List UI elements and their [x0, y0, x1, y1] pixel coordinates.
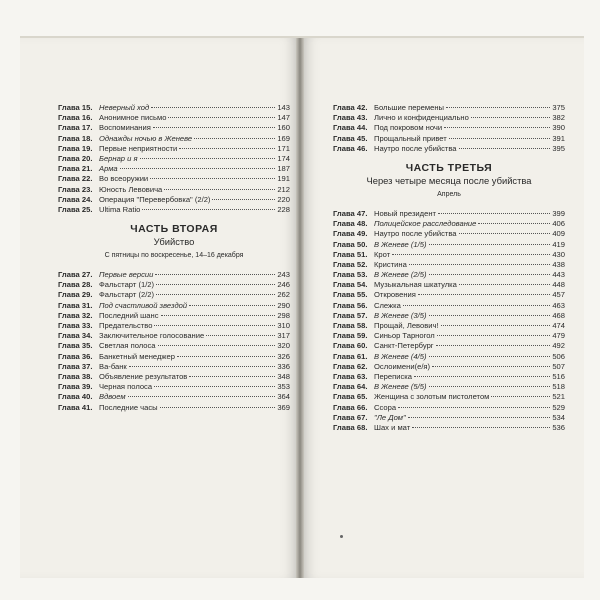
toc-entry — [58, 372, 290, 382]
dot-leader — [151, 107, 275, 108]
chapter-title: Ссора — [374, 402, 397, 412]
page-number: 317 — [277, 331, 290, 341]
dot-leader — [418, 294, 550, 295]
dot-leader — [429, 274, 551, 275]
dot-leader — [478, 223, 550, 224]
chapter-number: Глава 19. — [58, 143, 93, 153]
page-number: 507 — [552, 361, 565, 371]
dot-leader — [189, 305, 275, 306]
chapter-number: Глава 44. — [333, 123, 368, 133]
toc-list-left-b — [58, 270, 290, 413]
page-number: 369 — [277, 402, 290, 412]
chapter-title: Последние часы — [99, 402, 158, 412]
dot-leader — [156, 294, 275, 295]
dot-leader — [154, 386, 275, 387]
page-number: 246 — [277, 280, 290, 290]
page-number: 506 — [552, 351, 565, 361]
dot-leader — [158, 345, 276, 346]
chapter-number: Глава 66. — [333, 402, 368, 412]
chapter-title: Первые версии — [99, 270, 154, 280]
page-number: 518 — [552, 382, 565, 392]
dot-leader — [471, 117, 550, 118]
dot-leader — [446, 107, 550, 108]
dot-leader — [459, 148, 551, 149]
chapter-number: Глава 25. — [58, 204, 93, 214]
page-number: 375 — [552, 103, 565, 112]
chapter-number: Глава 35. — [58, 341, 93, 351]
page-number: 228 — [277, 204, 290, 214]
chapter-title: Неверный ход — [99, 103, 150, 112]
dot-leader — [150, 178, 275, 179]
toc-entry — [333, 403, 565, 413]
toc-entry — [58, 123, 290, 133]
toc-entry — [333, 134, 565, 144]
chapter-title: Прощальный привет — [374, 133, 447, 143]
chapter-number: Глава 59. — [333, 331, 368, 341]
chapter-number: Глава 32. — [58, 310, 93, 320]
chapter-number: Глава 61. — [333, 351, 368, 361]
chapter-title: Кристина — [374, 259, 407, 269]
chapter-number: Глава 46. — [333, 143, 368, 153]
toc-entry — [333, 103, 565, 113]
dot-leader — [168, 117, 275, 118]
chapter-title: Фальстарт (1/2) — [99, 280, 155, 290]
chapter-title: Крот — [374, 249, 391, 259]
page-number: 438 — [552, 259, 565, 269]
toc-entry — [58, 321, 290, 331]
chapter-title: Синьор Тарногол — [374, 331, 435, 341]
dot-leader — [432, 366, 550, 367]
toc-entry — [58, 341, 290, 351]
chapter-number: Глава 21. — [58, 164, 93, 174]
toc-entry — [333, 113, 565, 123]
chapter-title: Вдвоем — [99, 392, 126, 402]
dot-leader — [189, 376, 275, 377]
print-mark — [340, 535, 343, 538]
toc-entry — [333, 290, 565, 300]
chapter-number: Глава 68. — [333, 422, 368, 432]
dot-leader — [409, 264, 551, 265]
chapter-number: Глава 62. — [333, 361, 368, 371]
toc-entry — [58, 311, 290, 321]
page-number: 262 — [277, 290, 290, 300]
chapter-number: Глава 58. — [333, 321, 368, 330]
chapter-title: Черная полоса — [99, 382, 153, 392]
toc-entry — [333, 311, 565, 321]
page-number: 521 — [552, 392, 565, 402]
toc-entry — [58, 290, 290, 300]
chapter-title: В Женеве (1/5) — [374, 239, 427, 249]
page-number: 406 — [552, 219, 565, 229]
chapter-title: Под покровом ночи — [374, 123, 443, 133]
chapter-title: Первые неприятности — [99, 143, 178, 153]
chapter-title: Арма — [99, 164, 118, 174]
chapter-number: Глава 65. — [333, 392, 368, 402]
chapter-title: В Женеве (3/5) — [374, 310, 427, 320]
page-number: 529 — [552, 402, 565, 412]
chapter-number: Глава 40. — [58, 392, 93, 402]
dot-leader — [459, 284, 550, 285]
chapter-title: Наутро после убийства — [374, 143, 457, 153]
toc-entry — [333, 301, 565, 311]
dot-leader — [212, 199, 275, 200]
chapter-title: Новый президент — [374, 208, 436, 218]
page-number: 516 — [552, 371, 565, 381]
dot-leader — [129, 366, 276, 367]
toc-entry — [333, 240, 565, 250]
toc-entry — [58, 352, 290, 362]
toc-entry — [58, 154, 290, 164]
dot-leader — [160, 407, 276, 408]
toc-entry — [333, 280, 565, 290]
chapter-title: Лично и конфиденциально — [374, 113, 469, 123]
dot-leader — [140, 158, 276, 159]
dot-leader — [177, 356, 275, 357]
toc-entry — [333, 123, 565, 133]
page-number: 479 — [552, 331, 565, 341]
dot-leader — [156, 284, 275, 285]
page-number: 430 — [552, 249, 565, 259]
toc-entry — [58, 164, 290, 174]
page-number: 474 — [552, 321, 565, 330]
chapter-number: Глава 56. — [333, 300, 368, 310]
chapter-title: Операция "Перевербовка" (2/2) — [99, 194, 211, 204]
toc-entry — [58, 392, 290, 402]
dot-leader — [436, 345, 551, 346]
page-number: 143 — [277, 103, 290, 112]
dot-leader — [206, 335, 275, 336]
chapter-number: Глава 29. — [58, 290, 93, 300]
dot-leader — [429, 244, 551, 245]
chapter-title: Предательство — [99, 321, 153, 330]
chapter-title: Анонимное письмо — [99, 113, 167, 123]
chapter-title: Шах и мат — [374, 422, 411, 432]
toc-entry — [333, 372, 565, 382]
page-number: 243 — [277, 270, 290, 280]
chapter-number: Глава 38. — [58, 371, 93, 381]
chapter-number: Глава 47. — [333, 208, 368, 218]
chapter-title: Переписка — [374, 371, 412, 381]
chapter-number: Глава 67. — [333, 412, 368, 422]
toc-entry — [58, 113, 290, 123]
dot-leader — [429, 356, 551, 357]
chapter-number: Глава 37. — [58, 361, 93, 371]
toc-entry — [333, 209, 565, 219]
dot-leader — [412, 427, 550, 428]
chapter-title: Женщина с золотым пистолетом — [374, 392, 490, 402]
toc-entry — [333, 413, 565, 423]
dot-leader — [164, 189, 275, 190]
toc-entry — [58, 403, 290, 413]
dot-leader — [429, 315, 551, 316]
chapter-title: Воспоминания — [99, 123, 151, 133]
dot-leader — [155, 274, 275, 275]
chapter-number: Глава 43. — [333, 113, 368, 123]
dot-leader — [414, 376, 550, 377]
page-number: 174 — [277, 153, 290, 163]
page-number: 160 — [277, 123, 290, 133]
dot-leader — [398, 407, 550, 408]
dot-leader — [392, 254, 550, 255]
part-three-header — [333, 162, 565, 200]
left-toc-column — [58, 103, 290, 413]
part-heading: ЧАСТЬ ВТОРАЯ — [130, 223, 218, 236]
page-number: 409 — [552, 229, 565, 239]
toc-entry — [58, 134, 290, 144]
chapter-title: Банкетный менеджер — [99, 351, 175, 361]
page-number: 336 — [277, 361, 290, 371]
dot-leader — [408, 417, 551, 418]
dot-leader — [153, 127, 275, 128]
chapter-title: Полицейское расследование — [374, 219, 477, 229]
page-number: 290 — [277, 300, 290, 310]
page-number: 187 — [277, 164, 290, 174]
toc-entry — [58, 331, 290, 341]
page-number: 419 — [552, 239, 565, 249]
dot-leader — [128, 396, 276, 397]
page-number: 463 — [552, 300, 565, 310]
chapter-title: Ослоимени(е/я) — [374, 361, 431, 371]
chapter-title: "Ле Дом" — [374, 412, 406, 422]
toc-entry — [333, 352, 565, 362]
page-number: 536 — [552, 422, 565, 432]
toc-entry — [58, 174, 290, 184]
dot-leader — [429, 386, 551, 387]
toc-entry — [333, 229, 565, 239]
page-number: 169 — [277, 133, 290, 143]
toc-entry — [333, 219, 565, 229]
dot-leader — [154, 325, 275, 326]
part-two-header — [58, 223, 290, 261]
chapter-title: Юность Левовича — [99, 184, 163, 194]
chapter-number: Глава 15. — [58, 103, 93, 112]
chapter-number: Глава 18. — [58, 133, 93, 143]
right-toc-column — [333, 103, 565, 433]
dot-leader — [161, 315, 276, 316]
chapter-number: Глава 54. — [333, 280, 368, 290]
page-number: 310 — [277, 321, 290, 330]
toc-entry — [58, 301, 290, 311]
chapter-title: Последний шанс — [99, 310, 159, 320]
chapter-number: Глава 51. — [333, 249, 368, 259]
part-dates: Апрель — [437, 190, 461, 198]
page-number: 353 — [277, 382, 290, 392]
toc-list-left-a — [58, 103, 290, 215]
dot-leader — [444, 127, 550, 128]
part-title: Через четыре месяца после убийства — [366, 174, 532, 186]
dot-leader — [179, 148, 275, 149]
page-number: 395 — [552, 143, 565, 153]
page-number: 443 — [552, 270, 565, 280]
chapter-number: Глава 45. — [333, 133, 368, 143]
page-number: 147 — [277, 113, 290, 123]
chapter-number: Глава 49. — [333, 229, 368, 239]
chapter-title: Заключительное голосование — [99, 331, 205, 341]
chapter-title: Слежка — [374, 300, 401, 310]
chapter-title: Объявление результатов — [99, 371, 188, 381]
page-number: 391 — [552, 133, 565, 143]
chapter-number: Глава 36. — [58, 351, 93, 361]
chapter-title: Прощай, Левович! — [374, 321, 439, 330]
toc-entry — [333, 144, 565, 154]
chapter-title: Музыкальная шкатулка — [374, 280, 457, 290]
page-number: 326 — [277, 351, 290, 361]
page-number: 457 — [552, 290, 565, 300]
book-spine — [296, 38, 304, 578]
chapter-title: Ва-банк — [99, 361, 127, 371]
chapter-title: Фальстарт (2/2) — [99, 290, 155, 300]
toc-entry — [58, 205, 290, 215]
page-number: 492 — [552, 341, 565, 351]
dot-leader — [437, 335, 551, 336]
chapter-number: Глава 22. — [58, 174, 93, 184]
dot-leader — [120, 168, 276, 169]
chapter-number: Глава 57. — [333, 310, 368, 320]
chapter-number: Глава 16. — [58, 113, 93, 123]
toc-entry — [333, 423, 565, 433]
dot-leader — [403, 305, 550, 306]
chapter-title: Светлая полоса — [99, 341, 156, 351]
chapter-title: Бернар и я — [99, 153, 138, 163]
chapter-number: Глава 63. — [333, 371, 368, 381]
toc-list-right-a — [333, 103, 565, 154]
page-number: 399 — [552, 208, 565, 218]
chapter-title: Во всеоружии — [99, 174, 149, 184]
chapter-number: Глава 23. — [58, 184, 93, 194]
chapter-number: Глава 60. — [333, 341, 368, 351]
toc-entry — [333, 362, 565, 372]
page-number: 534 — [552, 412, 565, 422]
chapter-number: Глава 55. — [333, 290, 368, 300]
chapter-number: Глава 42. — [333, 103, 368, 112]
chapter-number: Глава 41. — [58, 402, 93, 412]
page-number: 382 — [552, 113, 565, 123]
toc-entry — [333, 250, 565, 260]
page-number: 348 — [277, 371, 290, 381]
chapter-number: Глава 52. — [333, 259, 368, 269]
toc-entry — [58, 195, 290, 205]
chapter-number: Глава 27. — [58, 270, 93, 280]
toc-entry — [58, 362, 290, 372]
toc-entry — [58, 382, 290, 392]
page-number: 390 — [552, 123, 565, 133]
chapter-number: Глава 53. — [333, 270, 368, 280]
page-number: 298 — [277, 310, 290, 320]
chapter-number: Глава 24. — [58, 194, 93, 204]
toc-entry — [58, 280, 290, 290]
chapter-number: Глава 20. — [58, 153, 93, 163]
toc-entry — [333, 341, 565, 351]
dot-leader — [491, 396, 550, 397]
chapter-title: Однажды ночью в Женеве — [99, 133, 193, 143]
part-heading: ЧАСТЬ ТРЕТЬЯ — [405, 161, 493, 174]
dot-leader — [194, 138, 275, 139]
page-number: 220 — [277, 194, 290, 204]
toc-entry — [333, 382, 565, 392]
toc-entry — [58, 103, 290, 113]
dot-leader — [438, 213, 550, 214]
toc-entry — [58, 144, 290, 154]
page-number: 320 — [277, 341, 290, 351]
toc-entry — [333, 260, 565, 270]
chapter-number: Глава 39. — [58, 382, 93, 392]
chapter-number: Глава 17. — [58, 123, 93, 133]
page-number: 364 — [277, 392, 290, 402]
chapter-number: Глава 64. — [333, 382, 368, 392]
chapter-number: Глава 33. — [58, 321, 93, 330]
part-dates: С пятницы по воскресенье, 14–16 декабря — [104, 252, 244, 260]
toc-entry — [333, 270, 565, 280]
dot-leader — [449, 138, 551, 139]
chapter-number: Глава 50. — [333, 239, 368, 249]
chapter-number: Глава 31. — [58, 300, 93, 310]
toc-entry — [333, 331, 565, 341]
chapter-number: Глава 28. — [58, 280, 93, 290]
chapter-title: Ultima Ratio — [99, 204, 141, 214]
chapter-title: В Женеве (5/5) — [374, 382, 427, 392]
dot-leader — [459, 233, 551, 234]
chapter-title: В Женеве (4/5) — [374, 351, 427, 361]
page-number: 212 — [277, 184, 290, 194]
page-number: 448 — [552, 280, 565, 290]
chapter-title: Большие перемены — [374, 103, 444, 112]
chapter-title: В Женеве (2/5) — [374, 270, 427, 280]
chapter-title: Под счастливой звездой — [99, 300, 188, 310]
chapter-title: Откровения — [374, 290, 416, 300]
toc-entry — [333, 321, 565, 331]
dot-leader — [142, 209, 275, 210]
chapter-number: Глава 34. — [58, 331, 93, 341]
toc-list-right-b — [333, 209, 565, 433]
toc-entry — [333, 392, 565, 402]
toc-entry — [58, 185, 290, 195]
chapter-title: Санкт-Петербург — [374, 341, 434, 351]
chapter-title: Наутро после убийства — [374, 229, 457, 239]
page-number: 171 — [277, 143, 290, 153]
toc-entry — [58, 270, 290, 280]
dot-leader — [441, 325, 551, 326]
page-number: 191 — [277, 174, 290, 184]
chapter-number: Глава 48. — [333, 219, 368, 229]
part-title: Убийство — [153, 236, 195, 248]
page-number: 468 — [552, 310, 565, 320]
